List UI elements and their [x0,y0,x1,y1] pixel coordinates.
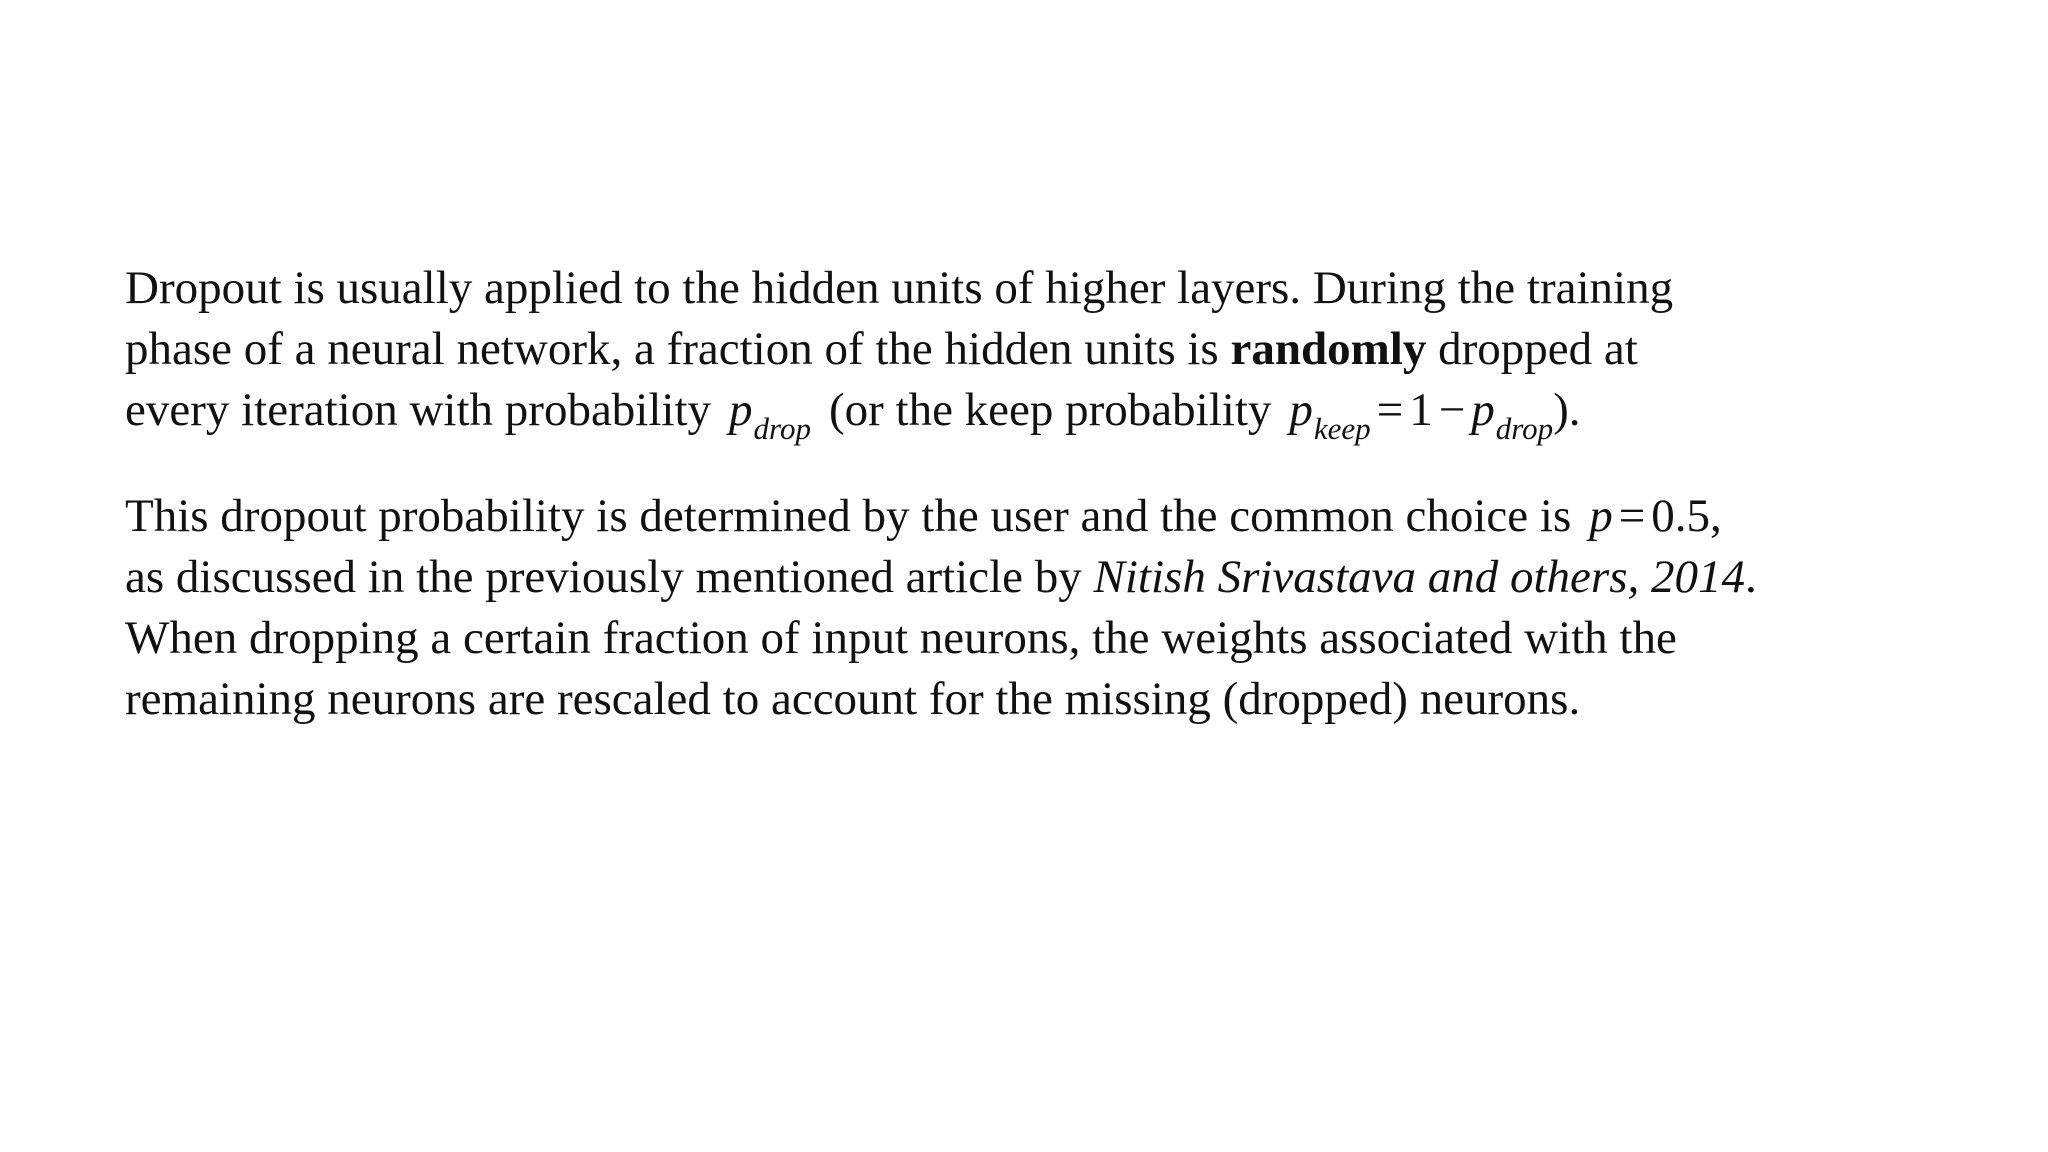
p-drop-subscript: drop [753,411,811,446]
slide-content [125,258,1985,730]
paragraph1-line3-middle: (or the keep probability [828,384,1272,436]
p-drop-variable: p [729,384,753,436]
paragraph2-line1 [125,486,1985,547]
equals-sign-2: = [1618,490,1646,542]
paragraph1-line2-suffix: dropped at [1438,323,1638,375]
p-value: 0.5 [1651,490,1711,542]
paragraph2-line1-prefix: This dropout probability is determined by the user and the common choice is [125,490,1572,542]
p-keep-subscript: keep [1313,411,1371,446]
paragraph2-line2-prefix: as discussed in the previously mentioned article by [125,551,1082,603]
p-keep-variable: p [1289,384,1313,436]
equals-sign: = [1376,384,1404,436]
citation-italic: Nitish Srivastava and others, 2014 [1093,551,1745,603]
minus-sign: − [1438,384,1466,436]
paragraph2-line1-suffix: , [1710,490,1722,542]
paragraph2-line2 [125,547,1985,608]
p-drop-subscript-2: drop [1495,411,1554,446]
paragraph2-line4 [125,669,1985,730]
p-drop-formula [729,384,811,446]
paragraph1-line2 [125,319,1985,380]
p-keep-formula [1289,384,1554,446]
paragraph1-line3-prefix: every iteration with probability [125,384,712,436]
paragraph-dropout-probability [125,486,1985,730]
one-digit: 1 [1409,384,1433,436]
p-drop-variable-2: p [1471,384,1495,436]
p-equals-formula [1589,490,1710,542]
paragraph2-line3 [125,608,1985,669]
paragraph2-line3-text: When dropping a certain fraction of input neurons, the weights associated with the [125,612,1677,664]
paragraph1-line3 [125,380,1985,446]
p-variable: p [1589,490,1613,542]
paragraph2-line4-text: remaining neurons are rescaled to account for the missing (dropped) neurons. [125,673,1581,725]
paragraph1-line1 [125,258,1985,319]
paragraph2-line2-suffix: . [1745,551,1757,603]
randomly-bold-word: randomly [1230,323,1427,375]
paragraph-dropout-definition [125,258,1985,446]
paragraph1-line2-prefix: phase of a neural network, a fraction of the hidden units is [125,323,1219,375]
paragraph1-line3-suffix: ). [1553,384,1581,436]
paragraph1-line1-text: Dropout is usually applied to the hidden units of higher layers. During the training [125,262,1674,314]
